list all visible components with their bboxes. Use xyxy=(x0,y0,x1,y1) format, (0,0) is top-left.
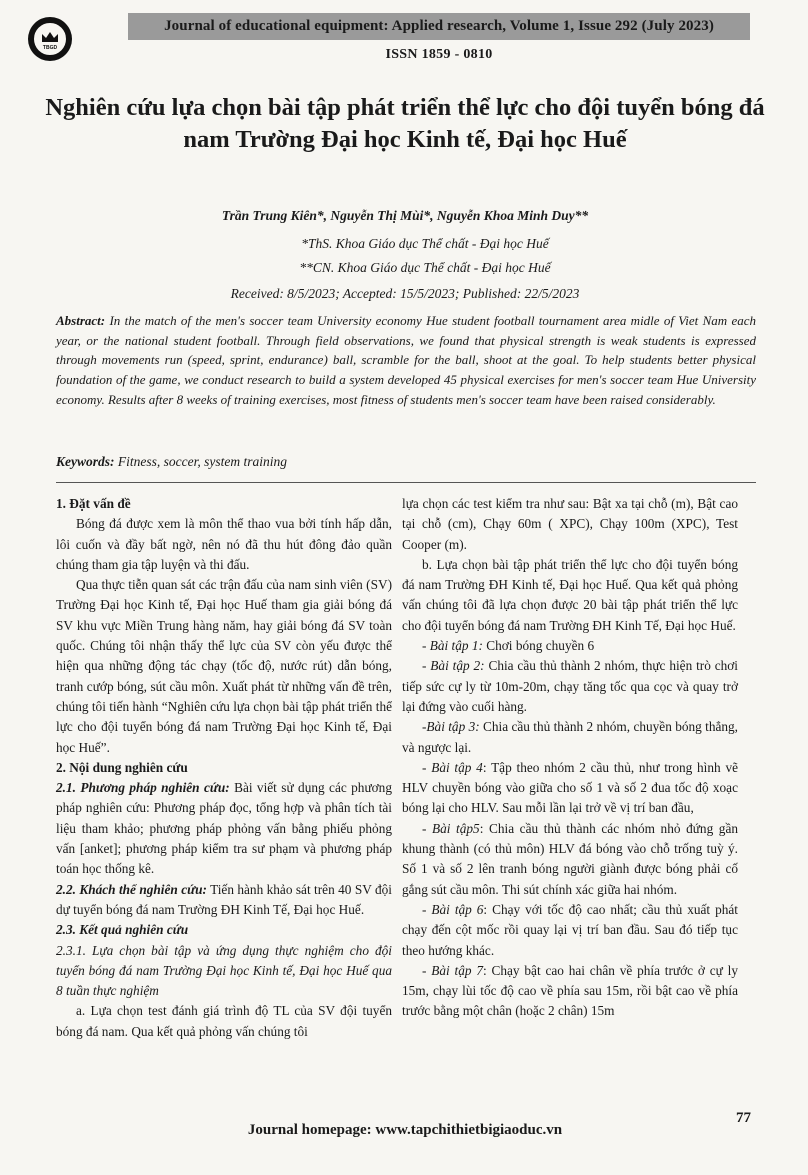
exercise-item xyxy=(402,819,738,900)
paragraph: Bóng đá được xem là môn thể thao vua bởi tính hấp dẫn, lôi cuốn và đầy bất ngờ, nên nó đã thu hút đông đảo quần chúng tham gia tập luyện và thi đấu. xyxy=(56,516,392,572)
exercise-text: : Chạy với tốc độ cao nhất; cầu thủ xuất phát chạy đến cột mốc rồi quay lại vị trí ban đầu. Sau đó tiếp tục theo hướng khác. xyxy=(402,901,738,958)
keywords-text: Fitness, soccer, system training xyxy=(117,454,287,469)
divider xyxy=(56,482,756,483)
exercise-label: - Bài tập 6 xyxy=(422,901,484,917)
exercise-text: Chia cầu thủ thành 2 nhóm, chuyền bóng thẳng, và ngược lại. xyxy=(402,719,738,755)
exercise-label: - Bài tập5 xyxy=(422,820,480,836)
exercise-item xyxy=(402,636,738,656)
paragraph: lựa chọn các test kiểm tra như sau: Bật xa tại chỗ (m), Bật cao tại chỗ (cm), Chạy 60m ( XPC), Chạy 100m (XPC), Test Cooper (m). xyxy=(402,496,738,552)
authors: Trần Trung Kiên*, Nguyễn Thị Mùi*, Nguyễn Khoa Minh Duy** xyxy=(221,208,589,223)
exercise-item xyxy=(402,961,738,1022)
exercise-text: Chơi bóng chuyền 6 xyxy=(482,638,595,654)
paragraph: a. Lựa chọn test đánh giá trình độ TL của SV đội tuyển bóng đá nam. Qua kết quả phỏng vấn chúng tôi xyxy=(56,1003,392,1039)
exercise-label: - Bài tập 7 xyxy=(422,962,483,978)
exercise-item xyxy=(402,656,738,717)
exercise-label: - Bài tập 2: xyxy=(422,658,485,674)
section-heading: 1. Đặt vấn đề xyxy=(56,496,131,511)
issn: ISSN 1859 - 0810 xyxy=(385,47,493,62)
right-column xyxy=(402,494,738,1022)
abstract xyxy=(56,311,756,410)
exercise-item xyxy=(402,900,738,961)
journal-homepage: Journal homepage: www.tapchithietbigiaoduc.vn xyxy=(247,1122,563,1138)
affiliation-2: **CN. Khoa Giáo dục Thể chất - Đại học Huế xyxy=(299,260,551,275)
abstract-text: In the match of the men's soccer team University economy Hue student football tournament area midle of Viet Nam each year, or the national student football. Through field observations, we found that physical strength is weak students is expressed through movements run (speed, sprint, endurance) ball, scramble for the ball, shoot at the goal. To help students better physical foundation of the game, we conduct research to build a system developed 45 physical exercises for men's soccer team Hue University economy. Results after 8 weeks of training exercises, most fitness of students men's soccer team have been raised considerably. xyxy=(56,313,757,407)
paragraph xyxy=(56,778,392,879)
affiliation-1: *ThS. Khoa Giáo dục Thể chất - Đại học Huế xyxy=(301,236,549,251)
abstract-label: Abstract: xyxy=(56,313,106,328)
exercise-label: -Bài tập 3: xyxy=(422,719,480,735)
paragraph: b. Lựa chọn bài tập phát triển thể lực cho đội tuyển bóng đá nam Trường ĐH Kinh tế, Đại học Huế. Qua kết quả phỏng vấn chúng tôi đã lựa chọn được 20 bài tập phát triển thể lực cho đội tuyển bóng đá nam Trường ĐH Kinh Tế, Đại học Huế. xyxy=(402,556,738,633)
page-number: 77 xyxy=(736,1110,751,1126)
section-heading: 2. Nội dung nghiên cứu xyxy=(56,759,188,775)
subsection-label: 2.1. Phương pháp nghiên cứu: xyxy=(56,780,230,796)
exercise-text: Chia cầu thủ thành 2 nhóm, thực hiện trò chơi tiếp sức cự ly từ 10m-20m, chạy tăng tốc qua cọc và quay trở lại đứng vào cuối hàng. xyxy=(402,658,739,714)
paragraph-text: Bài viết sử dụng các phương pháp nghiên cứu: Phương pháp đọc, tổng hợp và phân tích tài liệu tham khảo; phương pháp phỏng vấn bằng phiếu phỏng vấn [anket]; phương pháp kiểm tra sư phạm và phương pháp toán học thống kê. xyxy=(56,780,392,877)
left-column xyxy=(56,494,392,1042)
crown-icon xyxy=(40,30,60,44)
paragraph: Qua thực tiễn quan sát các trận đấu của nam sinh viên (SV) Trường Đại học Kinh tế, Đại học Huế tham gia giải bóng đá SV khu vực Miền Trung hàng năm, hay giải bóng đá SV toàn quốc. Chúng tôi nhận thấy thể lực của SV còn yếu được thể hiện qua những động tác chạy (tốc độ, nước rút) dẫn bóng, tranh cướp bóng, sút cầu môn. Xuất phát từ những vấn đề trên, chúng tôi tiến hành “Nghiên cứu lựa chọn bài tập phát triển thể lực cho đội tuyển bóng đá nam Trường Đại học Kinh tế, Đại học Huế”. xyxy=(56,577,392,755)
article-title: Nghiên cứu lựa chọn bài tập phát triển thể lực cho đội tuyển bóng đá nam Trường Đại học Kinh tế, Đại học Huế xyxy=(45,94,765,153)
logo-text: TBGD xyxy=(42,45,58,51)
journal-line: Journal of educational equipment: Applied research, Volume 1, Issue 292 (July 2023) xyxy=(164,18,714,34)
exercise-text: : Chạy bật cao hai chân về phía trước ở cự ly 15m, chạy lùi tốc độ cao về phía sau 15m, rồi bật cao về phía trước bằng một chân (hoặc 2 chân) 15m xyxy=(402,962,738,1019)
exercise-label: - Bài tập 4 xyxy=(422,759,483,775)
exercise-text: : Tập theo nhóm 2 cầu thủ, như trong hình vẽ HLV chuyền bóng vào giữa cho số 1 và số 2 đua tốc độ xoạc bóng lại cho HLV. Sau mỗi lần lại trở về vị trí ban đầu, xyxy=(402,759,738,816)
exercise-label: - Bài tập 1: xyxy=(422,638,483,654)
exercise-item xyxy=(402,717,738,758)
subsection-label: 2.2. Khách thể nghiên cứu: xyxy=(56,881,207,897)
keywords xyxy=(56,454,756,470)
exercise-text: : Chia cầu thủ thành các nhóm nhỏ đứng gần khung thành (có thủ môn) HLV đá bóng vào chỗ trống tuỳ ý. Số 1 và số 2 lên tranh bóng người giành được bóng phải cố gắng sút cầu môn. Thi sút chính xác giữa hai nhóm. xyxy=(402,820,739,897)
keywords-label: Keywords: xyxy=(56,454,115,469)
publication-dates: Received: 8/5/2023; Accepted: 15/5/2023; Published: 22/5/2023 xyxy=(230,286,580,301)
paragraph-text: Tiến hành khảo sát trên 40 SV đội dự tuyển bóng đá nam Trường ĐH Kinh Tế, Đại học Huế. xyxy=(56,881,392,917)
exercise-item xyxy=(402,758,738,819)
subsubsection-heading: 2.3.1. Lựa chọn bài tập và ứng dụng thực nghiệm cho đội tuyển bóng đá nam Trường Đại học Kinh tế, Đại học Huế qua 8 tuần thực nghiệm xyxy=(56,942,392,999)
paragraph xyxy=(56,880,392,921)
subsection-heading: 2.3. Kết quả nghiên cứu xyxy=(56,922,189,938)
